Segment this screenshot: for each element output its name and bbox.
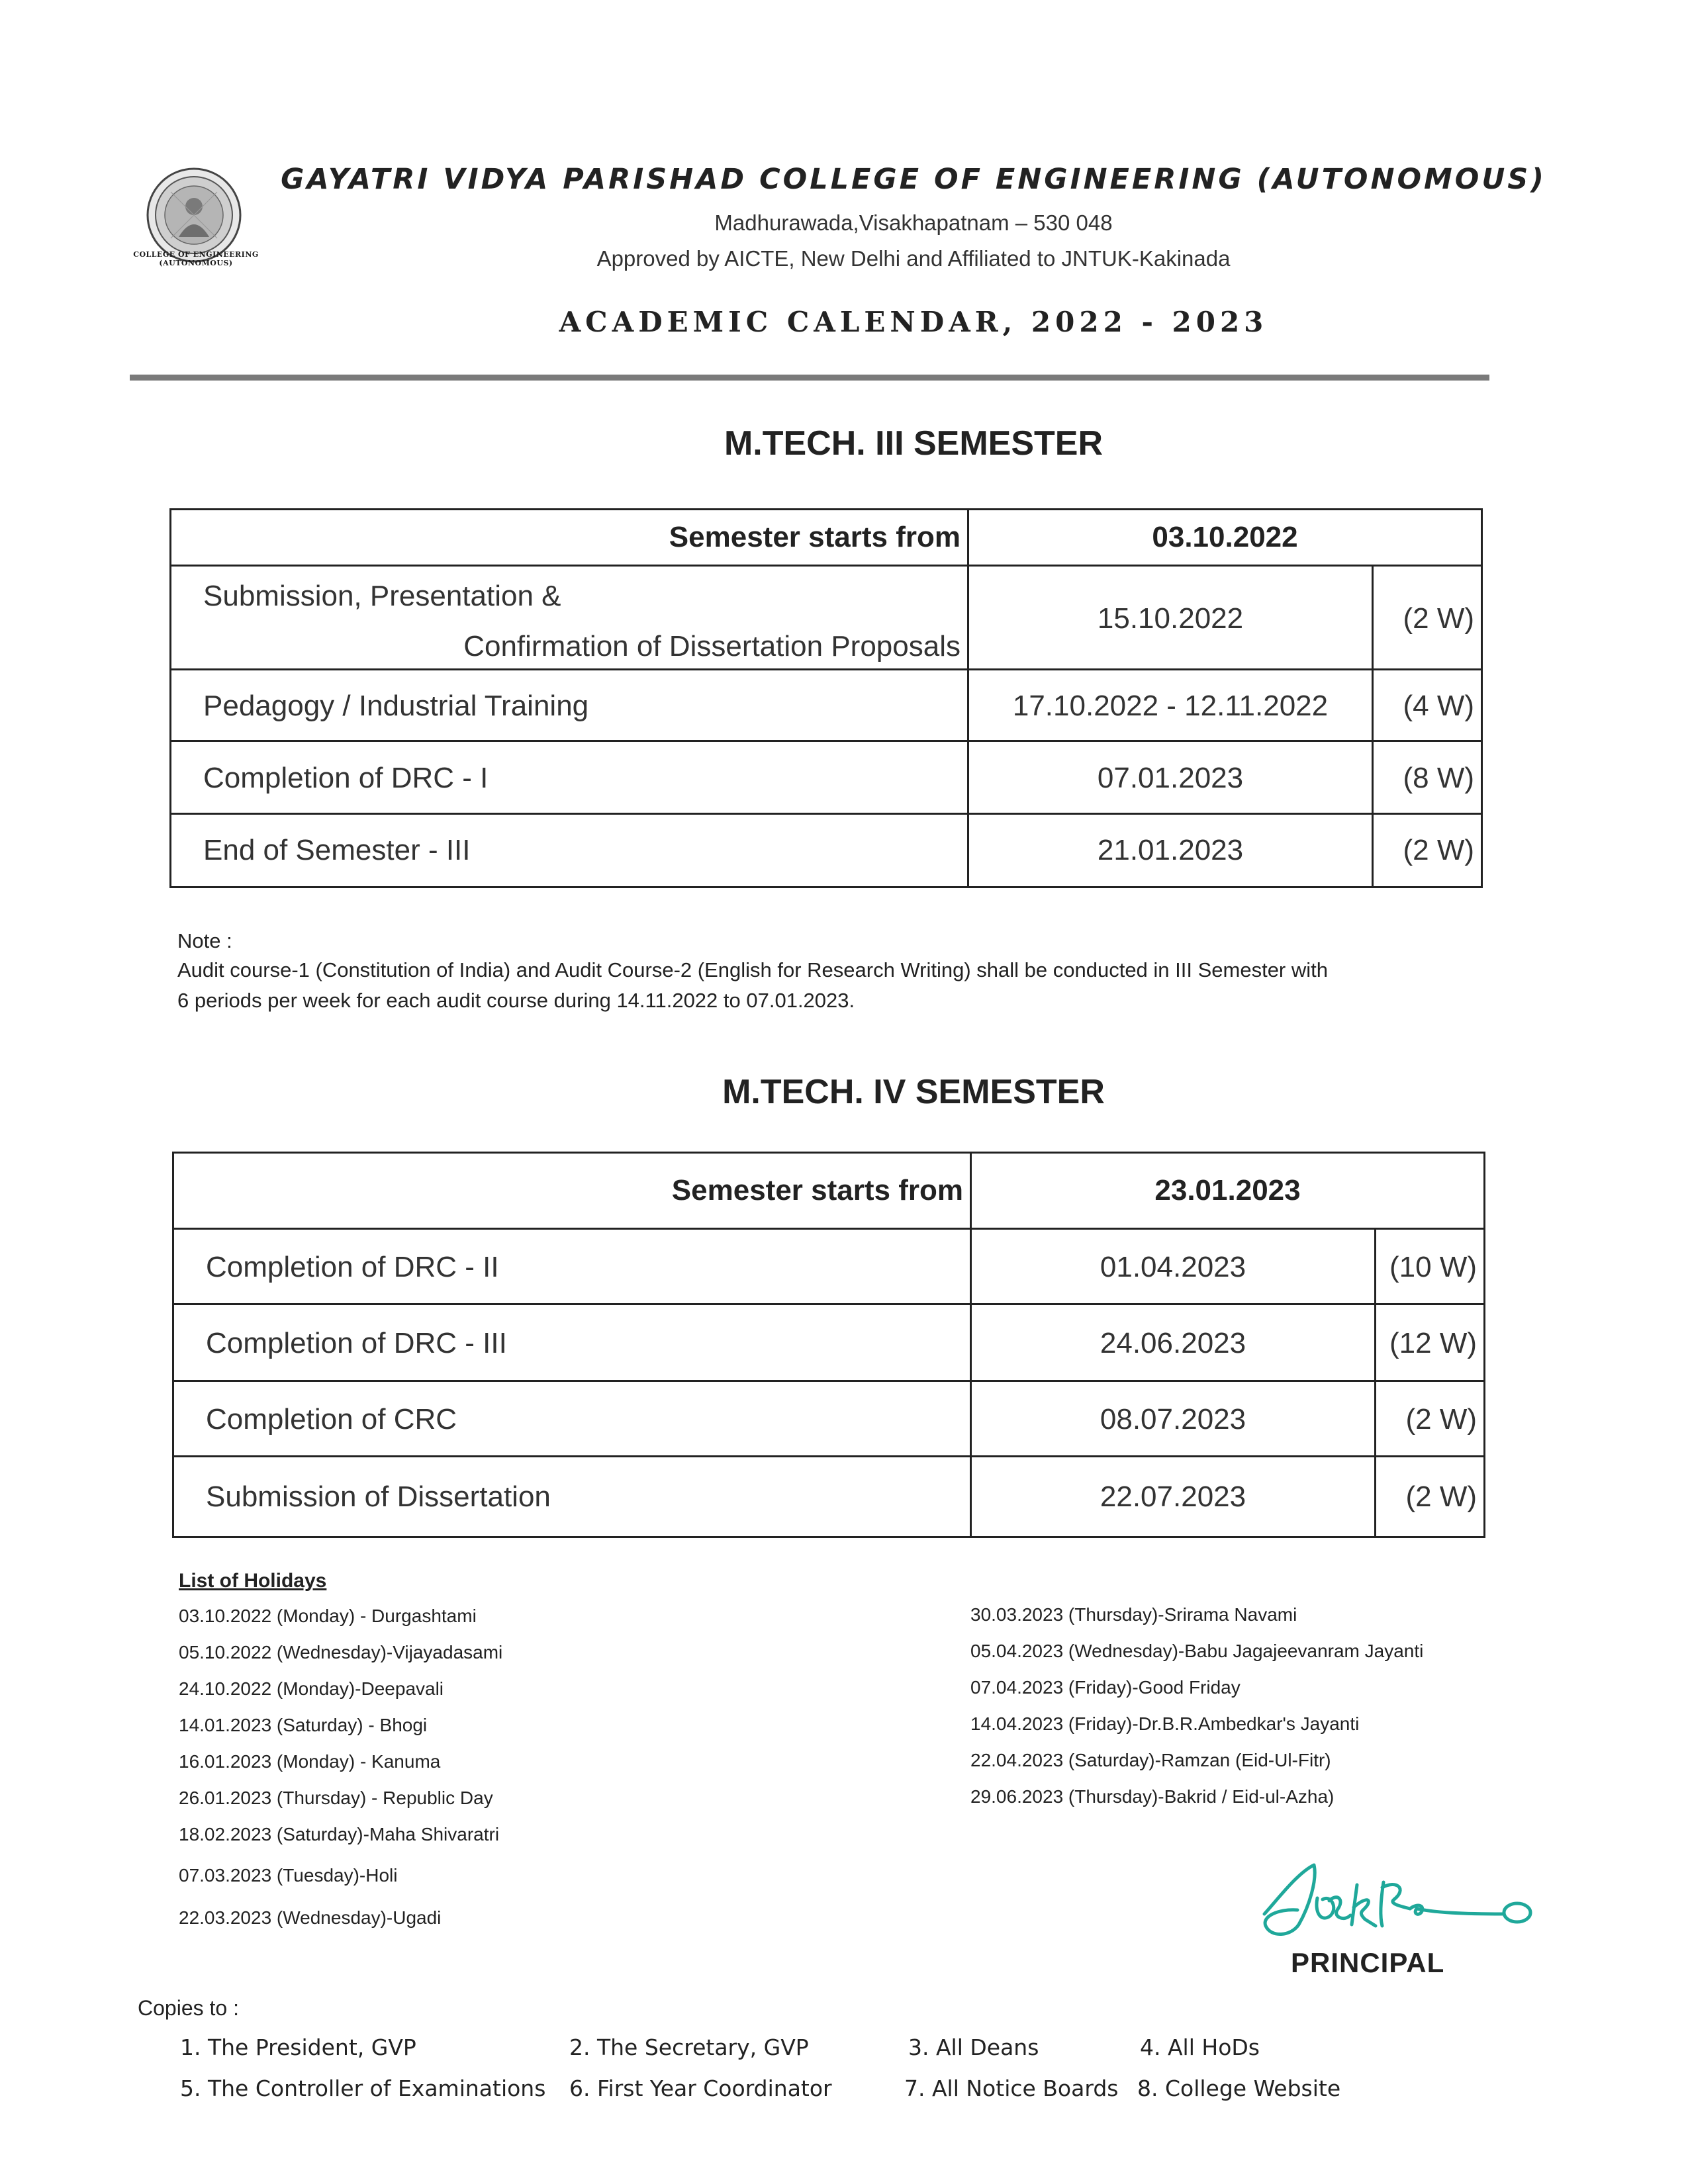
logo-caption: COLLEGE OF ENGINEERING (AUTONOMOUS) [133, 250, 259, 267]
college-approval: Approved by AICTE, New Delhi and Affiliated to JNTUK-Kakinada [596, 246, 1231, 271]
activity-label: Submission of Dissertation [206, 1480, 551, 1513]
principal-signature [1251, 1853, 1549, 1946]
sem3-heading: M.TECH. III SEMESTER [724, 424, 1103, 463]
copy-recipient: 1. The President, GVP [180, 2034, 416, 2060]
activity-label: End of Semester - III [203, 834, 471, 866]
copy-recipient: 7. All Notice Boards [904, 2075, 1119, 2101]
table-row [171, 813, 1481, 886]
copy-recipient: 8. College Website [1137, 2075, 1341, 2101]
holiday-item: 14.04.2023 (Friday)-Dr.B.R.Ambedkar's Jayanti [970, 1713, 1360, 1734]
start-date: 03.10.2022 [1152, 521, 1298, 553]
start-label: Semester starts from [671, 1174, 963, 1206]
table-row [171, 565, 1481, 670]
activity-label: Submission, Presentation & [203, 580, 561, 612]
copy-recipient: 2. The Secretary, GVP [569, 2034, 809, 2060]
holiday-item: 26.01.2023 (Thursday) - Republic Day [179, 1788, 493, 1808]
date-value: 24.06.2023 [1100, 1327, 1246, 1359]
principal-title: PRINCIPAL [1291, 1947, 1445, 1978]
holiday-item: 18.02.2023 (Saturday)-Maha Shivaratri [179, 1824, 500, 1844]
holiday-item: 07.04.2023 (Friday)-Good Friday [970, 1677, 1241, 1698]
duration-value: (12 W) [1389, 1327, 1477, 1359]
date-value: 21.01.2023 [1097, 834, 1244, 866]
holiday-item: 22.03.2023 (Wednesday)-Ugadi [179, 1907, 442, 1928]
activity-label: Completion of DRC - II [206, 1251, 499, 1283]
copy-recipient: 5. The Controller of Examinations [180, 2075, 546, 2101]
holiday-item: 24.10.2022 (Monday)-Deepavali [179, 1678, 444, 1699]
table-row [174, 1380, 1483, 1457]
duration-value: (10 W) [1389, 1251, 1477, 1283]
activity-label: Completion of DRC - I [203, 762, 489, 794]
holiday-item: 30.03.2023 (Thursday)-Srirama Navami [970, 1604, 1297, 1625]
copy-recipient: 4. All HoDs [1140, 2034, 1260, 2060]
holiday-item: 29.06.2023 (Thursday)-Bakrid / Eid-ul-Azha) [970, 1786, 1335, 1807]
holiday-item: 03.10.2022 (Monday) - Durgashtami [179, 1606, 477, 1626]
start-label: Semester starts from [669, 521, 961, 553]
table-row [174, 1455, 1483, 1536]
holiday-item: 05.10.2022 (Wednesday)-Vijayadasami [179, 1642, 503, 1662]
copy-recipient: 6. First Year Coordinator [569, 2075, 832, 2101]
duration-value: (2 W) [1403, 834, 1474, 866]
copy-recipient: 3. All Deans [908, 2034, 1039, 2060]
activity-label: Pedagogy / Industrial Training [203, 690, 589, 722]
activity-label: Confirmation of Dissertation Proposals [463, 630, 961, 662]
table-row [174, 1228, 1483, 1305]
table-row [171, 740, 1481, 815]
holiday-item: 07.03.2023 (Tuesday)-Holi [179, 1865, 398, 1886]
date-value: 08.07.2023 [1100, 1403, 1246, 1435]
note-label: Note : [177, 929, 232, 952]
note-text: Audit course-1 (Constitution of India) and Audit Course-2 (English for Research Writing) shall be conducted in III Semester with [177, 958, 1328, 981]
table-row [174, 1154, 1483, 1228]
college-address: Madhurawada,Visakhapatnam – 530 048 [714, 210, 1113, 235]
holiday-item: 05.04.2023 (Wednesday)-Babu Jagajeevanram Jayanti [970, 1641, 1424, 1661]
sem4-table [172, 1152, 1485, 1538]
start-date: 23.01.2023 [1154, 1174, 1301, 1206]
date-value: 15.10.2022 [1097, 602, 1244, 635]
holiday-item: 16.01.2023 (Monday) - Kanuma [179, 1751, 441, 1772]
duration-value: (4 W) [1403, 690, 1474, 722]
date-value: 22.07.2023 [1100, 1480, 1246, 1513]
activity-label: Completion of CRC [206, 1403, 457, 1435]
header-divider [130, 375, 1489, 381]
holiday-item: 22.04.2023 (Saturday)-Ramzan (Eid-Ul-Fitr) [970, 1750, 1331, 1770]
table-row [174, 1303, 1483, 1382]
date-value: 01.04.2023 [1100, 1251, 1246, 1283]
calendar-title: ACADEMIC CALENDAR, 2022 - 2023 [559, 306, 1268, 338]
table-row [171, 668, 1481, 742]
activity-label: Completion of DRC - III [206, 1327, 507, 1359]
copies-title: Copies to : [138, 1996, 239, 2020]
duration-value: (2 W) [1403, 602, 1474, 635]
sem3-table [169, 508, 1483, 888]
note-text: 6 periods per week for each audit course during 14.11.2022 to 07.01.2023. [177, 989, 855, 1012]
holidays-title: List of Holidays [179, 1570, 327, 1592]
college-name: GAYATRI VIDYA PARISHAD COLLEGE OF ENGINEERING (AUTONOMOUS) [281, 163, 1546, 196]
duration-value: (2 W) [1405, 1480, 1477, 1513]
table-row [171, 510, 1481, 565]
duration-value: (8 W) [1403, 762, 1474, 794]
holiday-item: 14.01.2023 (Saturday) - Bhogi [179, 1715, 428, 1735]
date-value: 17.10.2022 - 12.11.2022 [1012, 690, 1329, 722]
date-value: 07.01.2023 [1097, 762, 1244, 794]
sem4-heading: M.TECH. IV SEMESTER [722, 1073, 1105, 1111]
duration-value: (2 W) [1405, 1403, 1477, 1435]
